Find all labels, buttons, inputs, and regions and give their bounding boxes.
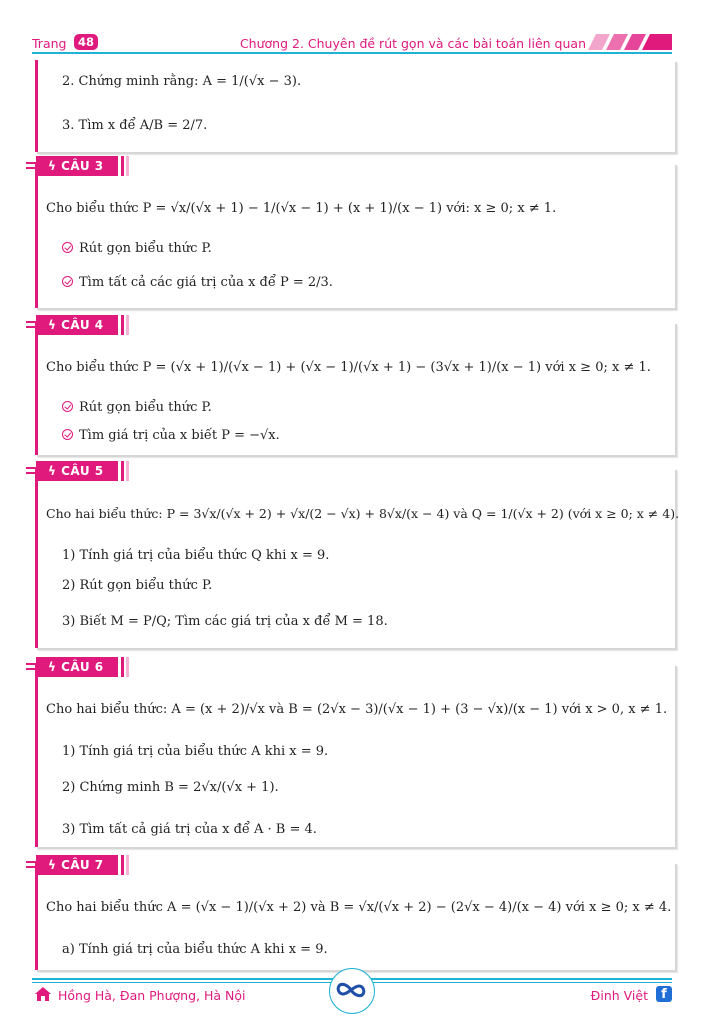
question-badge xyxy=(26,461,146,483)
page-footer xyxy=(32,978,672,1008)
list-item: 2) Chứng minh B = 2√x/(√x + 1). xyxy=(62,780,279,795)
question-label: ϟ CÂU 3 xyxy=(36,156,118,176)
question-intro: Cho hai biểu thức: A = (x + 2)/√x và B = (2√x − 3)/(√x − 1) + (3 − √x)/(x − 1) với x > 0, x ≠ 1. xyxy=(46,702,668,717)
badge-bars-icon xyxy=(26,861,36,871)
question-intro: Cho hai biểu thức A = (√x − 1)/(√x + 2) và B = √x/(√x + 2) − (2√x − 4)/(x − 4) với x ≥ 0; x ≠ 4. xyxy=(46,900,672,915)
question-7 xyxy=(35,858,675,970)
list-item: Tìm tất cả các giá trị của x để P = 2/3. xyxy=(62,275,333,291)
question-5 xyxy=(35,464,680,648)
footer-author: Đinh Việt xyxy=(590,988,648,1003)
check-circle-icon xyxy=(62,276,73,287)
list-item: a) Tính giá trị của biểu thức A khi x = 9. xyxy=(62,942,328,957)
check-circle-icon xyxy=(62,401,73,412)
question-3 xyxy=(35,159,675,308)
badge-bars-icon xyxy=(26,162,36,172)
question-label: ϟ CÂU 4 xyxy=(36,315,118,335)
question-label: ϟ CÂU 7 xyxy=(36,855,118,875)
list-item: 2. Chứng minh rằng: A = 1/(√x − 3). xyxy=(62,74,302,89)
badge-bars-icon xyxy=(26,467,36,477)
header-rule xyxy=(32,52,672,54)
question-label: ϟ CÂU 6 xyxy=(36,657,118,677)
question-intro: Cho biểu thức P = √x/(√x + 1) − 1/(√x − 1) + (x + 1)/(x − 1) với: x ≥ 0; x ≠ 1. xyxy=(46,201,557,216)
question-badge xyxy=(26,855,146,877)
list-item: 1) Tính giá trị của biểu thức A khi x = 9. xyxy=(62,744,329,759)
check-circle-icon xyxy=(62,429,73,440)
page-label: Trang xyxy=(32,36,67,51)
list-item: 2) Rút gọn biểu thức P. xyxy=(62,578,213,593)
question-badge xyxy=(26,315,146,337)
badge-bars-icon xyxy=(26,321,36,331)
question-intro: Cho biểu thức P = (√x + 1)/(√x − 1) + (√x − 1)/(√x + 1) − (3√x + 1)/(x − 1) với x ≥ 0; x ≠ 1. xyxy=(46,360,651,375)
list-item: 1) Tính giá trị của biểu thức Q khi x = 9. xyxy=(62,548,330,563)
header-stripes-icon xyxy=(588,34,672,50)
page-number: 48 xyxy=(74,34,98,50)
continuation-block xyxy=(35,60,675,152)
list-item: 3) Biết M = P/Q; Tìm các giá trị của x để M = 18. xyxy=(62,614,388,629)
check-circle-icon xyxy=(62,242,73,253)
question-6 xyxy=(35,660,675,847)
footer-address: Hồng Hà, Đan Phượng, Hà Nội xyxy=(58,988,246,1003)
chapter-title: Chương 2. Chuyên đề rút gọn và các bài toán liên quan xyxy=(239,36,586,51)
home-icon xyxy=(34,986,52,1002)
footer-logo xyxy=(329,968,375,1014)
facebook-icon[interactable]: f xyxy=(656,986,672,1002)
badge-bars-icon xyxy=(26,663,36,673)
question-intro: Cho hai biểu thức: P = 3√x/(√x + 2) + √x/(2 − √x) + 8√x/(x − 4) và Q = 1/(√x + 2) (với x ≥ 0; x ≠ 4). xyxy=(46,506,680,521)
list-item: Rút gọn biểu thức P. xyxy=(62,241,212,257)
question-4 xyxy=(35,318,675,455)
infinity-icon xyxy=(329,968,373,1012)
list-item: Tìm giá trị của x biết P = −√x. xyxy=(62,428,280,444)
question-badge xyxy=(26,657,146,679)
list-item: Rút gọn biểu thức P. xyxy=(62,400,212,416)
question-label: ϟ CÂU 5 xyxy=(36,461,118,481)
question-badge xyxy=(26,156,146,178)
page-header xyxy=(32,34,672,54)
list-item: 3) Tìm tất cả giá trị của x để A · B = 4. xyxy=(62,822,317,837)
list-item: 3. Tìm x để A/B = 2/7. xyxy=(62,118,208,133)
